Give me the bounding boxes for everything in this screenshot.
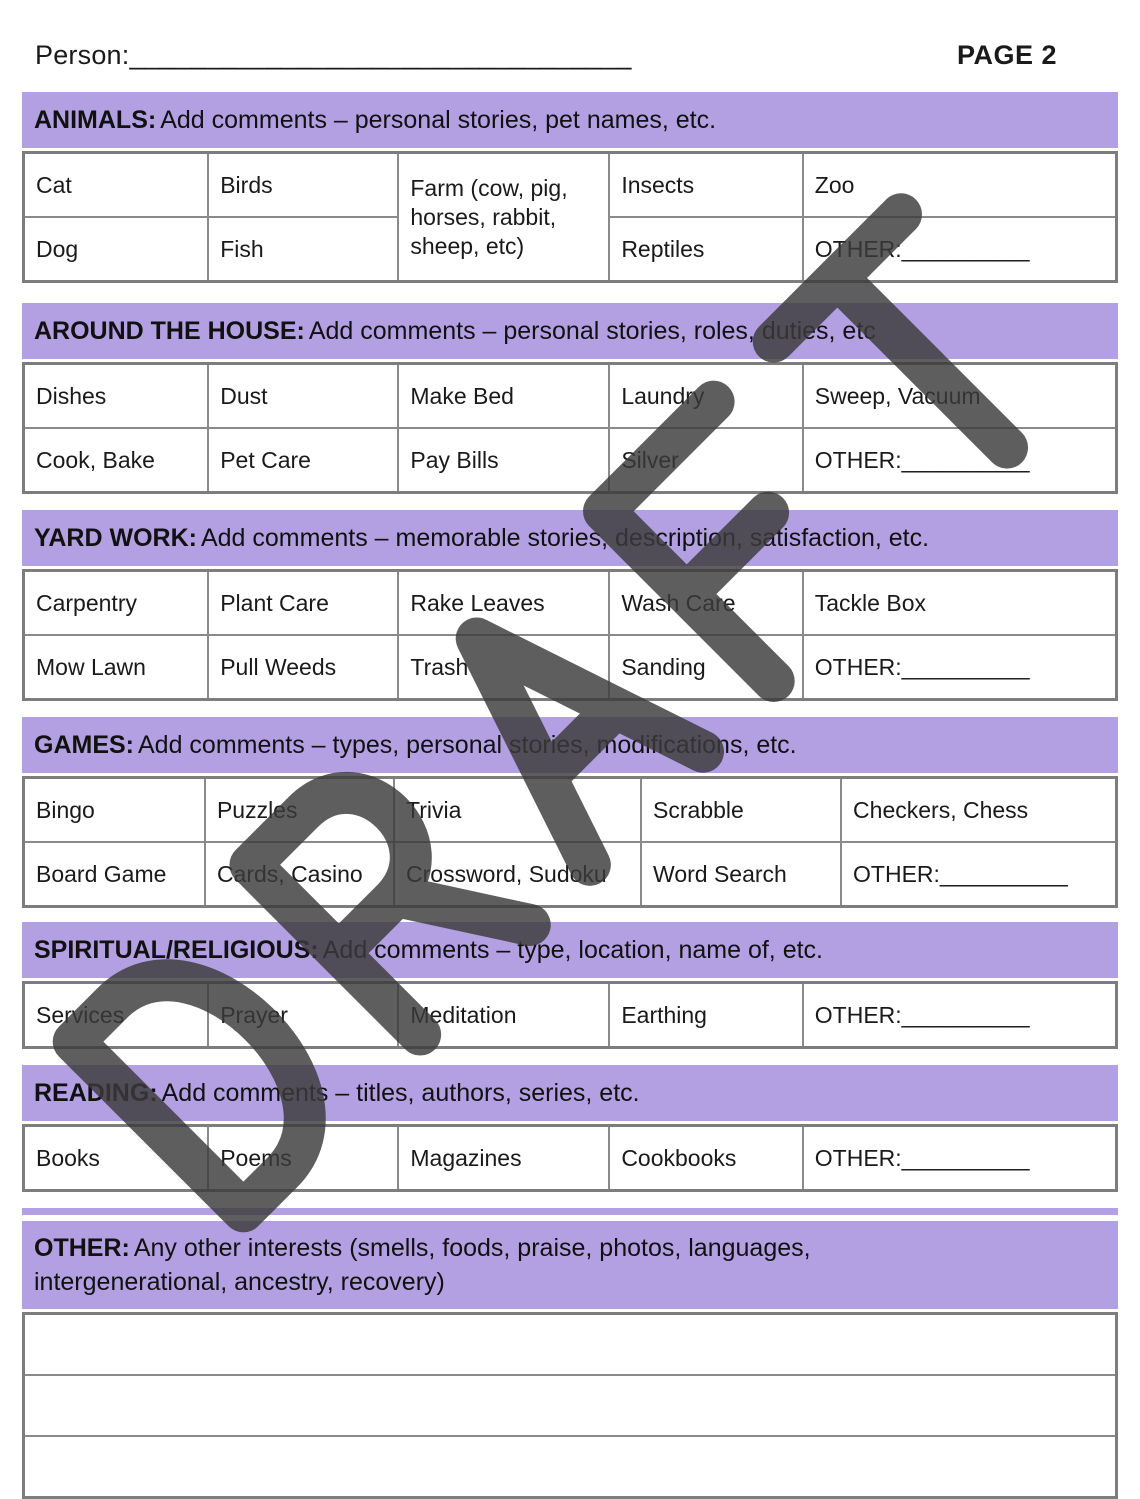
cell-checkers-chess: Checkers, Chess <box>841 778 1116 843</box>
cell-silver: Silver <box>609 428 802 493</box>
section-other-title: OTHER: <box>34 1234 130 1262</box>
cell-services: Services <box>24 983 209 1048</box>
section-games <box>22 717 1118 908</box>
cell-cat: Cat <box>24 153 209 218</box>
section-spiritual-desc: Add comments – type, location, name of, etc. <box>322 936 823 964</box>
person-blank-line: _________________________________ <box>129 40 632 70</box>
cell-pay-bills: Pay Bills <box>398 428 609 493</box>
cell-puzzles: Puzzles <box>205 778 394 843</box>
cell-plant-care: Plant Care <box>208 571 398 636</box>
section-games-desc: Add comments – types, personal stories, modifications, etc. <box>138 731 797 759</box>
cell-games-other-blank: OTHER:__________ <box>841 842 1116 907</box>
section-games-title: GAMES: <box>34 731 134 759</box>
cell-pet-care: Pet Care <box>208 428 398 493</box>
cell-dog: Dog <box>24 217 209 282</box>
cell-yard-other-blank: OTHER:__________ <box>803 635 1117 700</box>
section-house-table <box>22 362 1118 494</box>
cell-sanding: Sanding <box>609 635 802 700</box>
section-animals-desc: Add comments – personal stories, pet names, etc. <box>160 106 717 134</box>
table-row <box>24 428 1117 493</box>
section-reading-table <box>22 1124 1118 1192</box>
section-games-header <box>22 717 1118 773</box>
section-yard-title: YARD WORK: <box>34 524 197 552</box>
section-spiritual <box>22 922 1118 1049</box>
blank-cell <box>24 1314 1117 1376</box>
section-spiritual-table <box>22 981 1118 1049</box>
section-other-desc-line1: Any other interests (smells, foods, praise, photos, languages, <box>133 1234 811 1262</box>
blank-cell <box>24 1436 1117 1498</box>
cell-reptiles: Reptiles <box>609 217 802 282</box>
section-other <box>22 1208 1118 1499</box>
cell-reading-other-blank: OTHER:__________ <box>803 1126 1117 1191</box>
cell-make-bed: Make Bed <box>398 364 609 429</box>
person-label: Person: <box>35 40 130 70</box>
cell-tackle-box: Tackle Box <box>803 571 1117 636</box>
table-row <box>24 153 1117 218</box>
cell-scrabble: Scrabble <box>641 778 841 843</box>
cell-mow-lawn: Mow Lawn <box>24 635 209 700</box>
cell-word-search: Word Search <box>641 842 841 907</box>
page-content <box>22 0 1118 1499</box>
cell-trash: Trash <box>398 635 609 700</box>
section-spiritual-title: SPIRITUAL/RELIGIOUS: <box>34 936 319 964</box>
section-other-header <box>22 1221 1118 1309</box>
cell-rake-leaves: Rake Leaves <box>398 571 609 636</box>
page-number: PAGE 2 <box>956 40 1057 70</box>
section-games-table <box>22 776 1118 908</box>
table-row <box>24 778 1117 843</box>
cell-cookbooks: Cookbooks <box>609 1126 802 1191</box>
cell-sweep-vacuum: Sweep, Vacuum <box>803 364 1117 429</box>
section-yard-header <box>22 510 1118 566</box>
cell-meditation: Meditation <box>398 983 609 1048</box>
section-yard-table <box>22 569 1118 701</box>
cell-prayer: Prayer <box>208 983 398 1048</box>
cell-fish: Fish <box>208 217 398 282</box>
table-row <box>24 364 1117 429</box>
cell-magazines: Magazines <box>398 1126 609 1191</box>
cell-pull-weeds: Pull Weeds <box>208 635 398 700</box>
section-yard-desc: Add comments – memorable stories, description, satisfaction, etc. <box>200 524 930 552</box>
cell-dust: Dust <box>208 364 398 429</box>
cell-house-other-blank: OTHER:__________ <box>803 428 1117 493</box>
section-house-header <box>22 303 1118 359</box>
person-field <box>35 40 632 71</box>
cell-animals-other-blank: OTHER:__________ <box>803 217 1117 282</box>
cell-cards-casino: Cards, Casino <box>205 842 394 907</box>
cell-dishes: Dishes <box>24 364 209 429</box>
cell-zoo: Zoo <box>803 153 1117 218</box>
cell-crossword-sudoku: Crossword, Sudoku <box>394 842 641 907</box>
cell-carpentry: Carpentry <box>24 571 209 636</box>
section-animals <box>22 92 1118 283</box>
table-row <box>24 1126 1117 1191</box>
section-other-desc-line2: intergenerational, ancestry, recovery) <box>34 1268 445 1296</box>
section-spiritual-header <box>22 922 1118 978</box>
table-row <box>24 983 1117 1048</box>
table-row <box>24 842 1117 907</box>
cell-insects: Insects <box>609 153 802 218</box>
cell-cook-bake: Cook, Bake <box>24 428 209 493</box>
cell-laundry: Laundry <box>609 364 802 429</box>
section-house-title: AROUND THE HOUSE: <box>34 317 305 345</box>
section-house-desc: Add comments – personal stories, roles, duties, etc <box>308 317 876 345</box>
table-row <box>24 571 1117 636</box>
table-row <box>24 635 1117 700</box>
cell-trivia: Trivia <box>394 778 641 843</box>
cell-birds: Birds <box>208 153 398 218</box>
section-house <box>22 303 1118 494</box>
blank-cell <box>24 1375 1117 1436</box>
cell-poems: Poems <box>208 1126 398 1191</box>
section-reading-title: READING: <box>34 1079 158 1107</box>
section-yard <box>22 510 1118 701</box>
blank-row <box>24 1375 1117 1436</box>
section-animals-title: ANIMALS: <box>34 106 157 134</box>
section-animals-table <box>22 151 1118 283</box>
cell-books: Books <box>24 1126 209 1191</box>
cell-wash-care: Wash Care <box>609 571 802 636</box>
cell-bingo: Bingo <box>24 778 205 843</box>
cell-board-game: Board Game <box>24 842 205 907</box>
cell-earthing: Earthing <box>609 983 802 1048</box>
page-top-line <box>22 40 1118 74</box>
cell-spiritual-other-blank: OTHER:__________ <box>803 983 1117 1048</box>
section-other-table <box>22 1312 1118 1499</box>
section-reading-desc: Add comments – titles, authors, series, etc. <box>161 1079 640 1107</box>
section-reading <box>22 1065 1118 1192</box>
section-reading-header <box>22 1065 1118 1121</box>
blank-row <box>24 1436 1117 1498</box>
section-animals-header <box>22 92 1118 148</box>
cell-farm: Farm (cow, pig, horses, rabbit, sheep, etc) <box>398 153 609 282</box>
purple-strip <box>22 1208 1118 1215</box>
blank-row <box>24 1314 1117 1376</box>
